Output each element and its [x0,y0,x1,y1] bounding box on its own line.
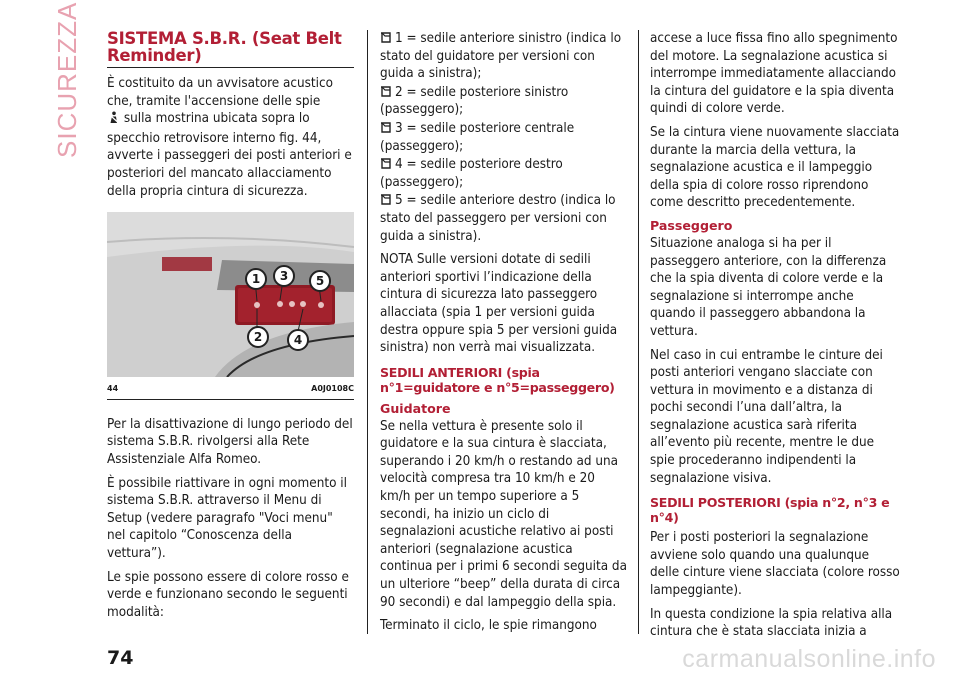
list-item: 4 = sedile posteriore destro (passeggero); [380,157,563,190]
watermark: carmanualsonline.info [682,645,936,673]
indicator-icon [380,85,392,97]
list-item: 5 = sedile anteriore destro (indica lo stato del passeggero per versioni con guida a sinistra). [380,193,616,244]
indicator-icon [380,31,392,43]
paragraph: Situazione analoga si ha per il passeggero anteriore, con la differenza che la spia diventa di colore verde e la segnalazione si interrompe anche quando il passeggero abbandona la vettura. [650,235,887,339]
paragraph: In questa condizione la spia relativa alla cintura che è stata slacciata inizia a [650,606,893,640]
section-title: SISTEMA S.B.R. (Seat Belt Reminder) [107,30,354,68]
indicator-icon [380,193,392,205]
paragraph: È possibile riattivare in ogni momento il sistema S.B.R. attraverso il Menu di Setup (vedere paragrafo "Voci menu" nel capitolo “Conoscenza della vettura”). [107,475,347,561]
callout-2: 2 [247,326,269,348]
note-paragraph: NOTA Sulle versioni dotate di sedili anteriori sportivi l’indicazione della cintura di sicurezza lato passeggero allacciata (spia 1 per versioni guida destra oppure spia 5 per versioni guida sinistra) non verrà mai visualizzata. [380,252,618,356]
intro-paragraph: È costituito da un avvisatore acustico che, tramite l'accensione delle spie sulla mostrina ubicata sopra lo specchio retrovisore interno fig. 44, avverte i passeggeri dei posti anteriori e posteriori del mancato allacciamento della propria cintura di sicurezza. [107,76,352,199]
subsection-title: SEDILI ANTERIORI (spia n°1=guidatore e n°5=passeggero) [380,364,615,395]
figure-code: A0J0108C [311,384,354,394]
indicator-icon [380,121,392,133]
column-divider [367,30,368,634]
callout-3: 3 [273,265,295,287]
section-side-tab [52,1,82,158]
figure-caption [107,380,354,400]
list-item: 1 = sedile anteriore sinistro (indica lo stato del guidatore per versioni con guida a sinistra); [380,31,622,82]
column-3 [650,30,902,647]
column-1 [107,30,354,627]
paragraph: Le spie possono essere di colore rosso e verde e funzionano secondo le seguenti modalità: [107,569,349,620]
seatbelt-warning-icon [107,111,120,130]
callout-4: 4 [287,329,309,351]
minor-heading: Guidatore [380,400,451,416]
minor-heading: Passeggero [650,217,733,233]
list-item: 2 = sedile posteriore sinistro (passeggero); [380,84,569,118]
subsection-title: SEDILI POSTERIORI (spia n°2, n°3 e n°4) [650,495,890,526]
column-2 [380,30,628,641]
paragraph: Nel caso in cui entrambe le cinture dei posti anteriori vengano slacciate con vettura in movimento e a distanza di pochi secondi l’una dall’altra, la segnalazione acustica sarà riferita all’evento più recente, mentre le due spie procederanno indipendenti la segnalazione visiva. [650,347,883,486]
sbr-display-illustration [107,212,354,377]
paragraph: accese a luce fissa fino allo spegnimento del motore. La segnalazione acustica si interrompe immediatamente allacciando la cintura del guidatore e la spia diventa quindi di colore verde. [650,31,898,117]
list-item: 3 = sedile posteriore centrale (passeggero); [380,120,575,154]
paragraph: Terminato il ciclo, le spie rimangono [380,618,597,634]
indicator-icon [380,157,392,169]
paragraph: Per i posti posteriori la segnalazione avviene solo quando una qualunque delle cinture viene slacciata (colore rosso lampeggiante). [650,530,900,599]
figure-number: 44 [107,384,119,394]
column-divider [638,30,639,634]
callout-1: 1 [245,268,267,290]
page-number: 74 [107,647,134,669]
paragraph: Per la disattivazione di lungo periodo del sistema S.B.R. rivolgersi alla Rete Assistenziale Alfa Romeo. [107,416,353,467]
figure-44 [107,212,354,377]
paragraph: Se la cintura viene nuovamente slacciata durante la marcia della vettura, la segnalazione acustica e il lampeggio della spia di colore rosso riprendono come descritto precedentemente. [650,124,900,211]
callout-5: 5 [309,270,331,292]
paragraph: Se nella vettura è presente solo il guidatore e la sua cintura è slacciata, superando i 20 km/h o restando ad una velocità compresa tra 10 km/h e 20 km/h per un tempo superiore a 5 secondi, ha inizio un ciclo di segnalazioni acustiche relativo ai posti anteriori (segnalazione acustica continua per i primi 6 secondi seguita da un ulteriore “beep” della durata di circa 90 secondi) e dal lampeggio della spia. [380,418,627,610]
side-tab-label: SICUREZZA [52,1,82,158]
